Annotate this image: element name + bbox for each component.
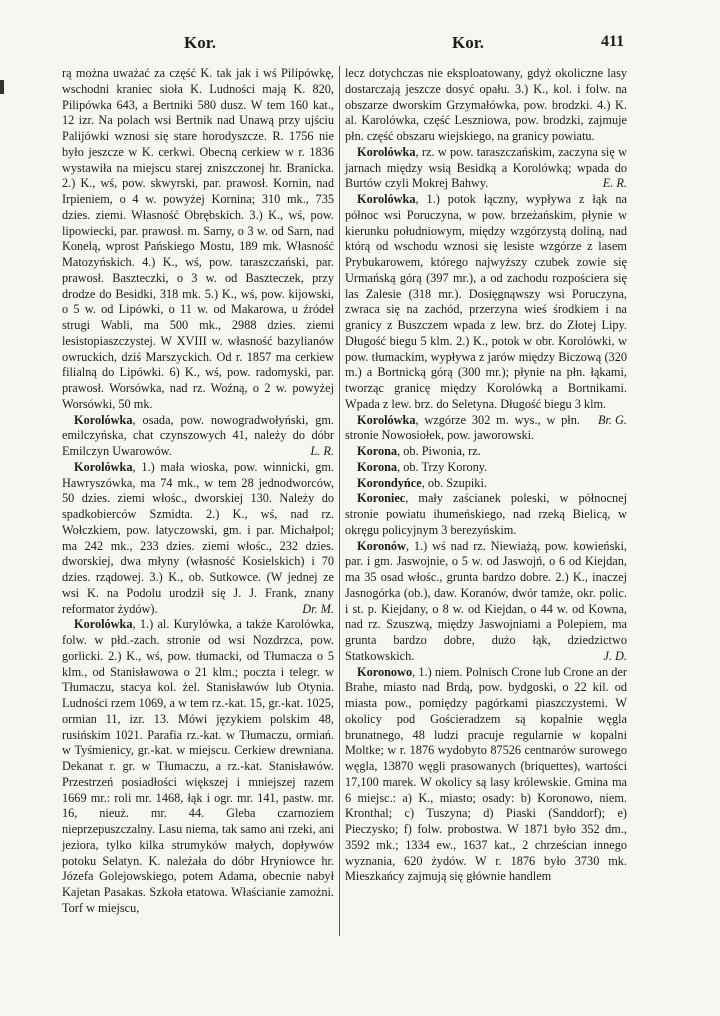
running-head-left: Kor. <box>184 33 216 52</box>
dictionary-entry <box>345 460 627 476</box>
entry-headword: Korolówka <box>74 459 133 474</box>
running-head-middle: Kor. <box>452 33 484 52</box>
dictionary-entry <box>345 444 627 460</box>
entry-text: rą można uważać za część K. tak jak i wś Pilipówkę, wschodni kraniec sioła K. Ludności mają K. 820, Pilipówka 643, a Bertniki 580 dusz. W tem 160 kat., 12 izr. Na polach wsi Bertnik nad Unawą przy ujściu Palijówki wznosi się stare horodyszcze. R. 1756 nie było jeszcze w K. cerkwi. Obecną cerkiew w r. 1836 wystawiła na miejscu starej zniszczonej hr. Branicka. 2.) K., wś, pow. skwyrski, par. prawosł. Kornin, nad Irpieniem, o 4 w. powyżej Kornina; 310 mk., 735 dzies. ziemi. Własność Obrębskich. 3.) K., wś, pow. lipowiecki, par. prawosł. m. Sarny, o 3 w. od Sarn, nad Konelą, wprost Pańskiego Mostu, 189 mk. Własność Matozyńskich. 4.) K., wś, pow. taraszczański, par. prawosł. Baszteczki, o 3 w. od Baszteczek, przy drodze do Besidki, 318 mk. 5.) K., wś, pow. kijowski, o 5 w. od Lipówki, o 11 w. od Makarowa, u źródeł strugi Wabli, ma 500 mk., 2988 dzies. ziemi lesistopiaszczystej. W XVIII w. własność bazylianów owruckich, dziś Marszyckich. Od r. 1857 ma cerkiew filialną do Lipówki. 6) K., wś, pow. radomyski, par. prawosł. Worsówka, nad rz. Woźną, o 2 w. powyżej Worsówki, 50 mk. <box>62 66 334 411</box>
entry-headword: Korolówka <box>357 192 416 206</box>
entry-signature: J. D. <box>603 648 627 663</box>
entry-headword: Korolówka <box>357 412 416 427</box>
entry-signature: L. R. <box>310 444 334 458</box>
entry-headword: Koroniec <box>357 491 406 506</box>
entry-headword: Korolówka <box>74 617 133 632</box>
dictionary-entry <box>345 192 627 427</box>
left-column <box>62 66 334 917</box>
entry-text: , ob. Szupiki. <box>421 475 487 490</box>
dictionary-entry <box>345 476 627 492</box>
entry-signature: Dr. M. <box>302 601 334 616</box>
entry-text: , rz. w pow. taraszczańskim, zaczyna się w jarnach między wsią Besidką a Korolówką; wpada do Burtów czyli Mokrej Bahwy. <box>345 144 627 191</box>
entry-headword: Korolówka <box>357 144 416 159</box>
entry-text: , ob. Trzy Korony. <box>397 459 488 474</box>
column-rule <box>339 66 340 936</box>
dictionary-entry <box>62 617 334 916</box>
entry-text: , 1.) wś nad rz. Niewiażą, pow. kowieński, par. i gm. Jaswojnie, o 5 w. od Jaswojń, o 6 od Kiejdan, ma 35 osad włośc., grunta bardzo dobre. 2.) K., inaczej Jasnogórka (ob.), daw. Koranów, dwór tamże, okr. polic. i st. p. Kiejdany, o 8 w. od Kiejdan, o 44 w. od Kowna, nad rz. Szuszwą, między Jaswojniami a Polepiem, ma grunta bardzo dobre, dużo łąk, dziedzictwo Statkowskich. <box>345 538 627 663</box>
dictionary-entry <box>62 460 334 618</box>
dictionary-entry <box>345 539 627 665</box>
dictionary-entry <box>62 413 334 460</box>
entry-text: , 1.) al. Kurylówka, a także Karolówka, folw. w płd.-zach. stronie od wsi Nozdrzca, pow. gorlicki. 2.) K., wś, pow. tłumacki, od Tłumacza o 5 klm., od Stanisławowa o 21 klm.; poczta i telegr. w Tłumaczu, stacya kol. żel. Stanisławów lub Otynia. Ludności rzem 1069, a w tem rz.-kat. 15, gr.-kat. 1025, ormian 11, izr. 13. Mówi językiem polskim 48, rusińskim 1021. Parafia rz.-kat. w Tłumaczu, ormiań. w Tyśmienicy, gr.-kat. w miejscu. Cerkiew drewniana. Dekanat r. gr. w Tłumaczu, a rz.-kat. Stanisławów. Przestrzeń posiadłości większej i mniejszej razem 1669 mr.: roli mr. 1468, łąk i ogr. mr. 141, pastw. mr. 16, nieuż. mr. 44. Gleba czarnoziem nieprzepuszczalny. Lasu niema, tak samo ani rzeki, ani jeziora, tylko kilka strumyków małych, dopływów potoku Selatyn. K. należała do dóbr Hryniowce hr. Józefa Golejowskiego, potem Adama, obecnie nabył Kajetan Pasakas. Szkoła etatowa. Właścianie zamożni. Torf w miejscu, <box>62 617 334 915</box>
dictionary-entry <box>345 66 627 145</box>
entry-text: , mały zaścianek poleski, w północnej stronie powiatu ihumeńskiego, nad rzeką Bielicą, w okręgu policyjnym 3 berezyńskim. <box>345 491 627 537</box>
entry-signature: Br. G. <box>597 412 627 427</box>
entry-signature: E. R. <box>602 176 627 191</box>
entry-headword: Koronów <box>357 538 406 553</box>
right-column <box>345 66 627 885</box>
entry-headword: Korona <box>357 459 398 474</box>
dictionary-entry <box>345 665 627 886</box>
entry-headword: Korondyńce <box>357 475 422 490</box>
entry-headword: Korolówka <box>74 412 133 427</box>
page-number: 411 <box>601 33 625 50</box>
entry-text: , osada, pow. nowogradwołyński, gm. emilczyńska, chat czynszowych 41, należy do dóbr Emilczyn Uwarowów. <box>62 412 334 458</box>
entry-headword: Koronowo <box>357 664 413 679</box>
dictionary-entry <box>62 66 334 413</box>
page-edge-mark <box>0 80 4 94</box>
dictionary-entry <box>345 145 627 192</box>
entry-text: , 1.) niem. Polnisch Crone lub Crone an der Brahe, miasto nad Brdą, pow. bydgoski, o 22 kil. od miasta pow., pomiędzy pagórkami piaszczystemi. W okolicy pod Gościeradzem są kopalnie węgla brunatnego, 48 ludzi pracuje regularnie w kopalni Moltke; w r. 1876 wydobyto 87526 centnarów surowego węgla, 13870 węgli prasowanych (briquettes), wartości 17,100 marek. W okolicy są lasy królewskie. Gmina ma 6 miejsc.: a) K., miasto; osady: b) Koronowo, niem. Kronthal; c) Tuszyna; d) Piaski (Sanddorf); e) Pieczysko; f) folw. probostwa. W 1871 było 352 dm., 3592 mk.; 1334 ew., 1637 kat., 2 chrześcian innego wyznania, 620 żydów. W r. 1876 było 3730 mk. Mieszkańcy zajmują się głównie handlem <box>345 664 627 884</box>
entry-text: , 1.) mała wioska, pow. winnicki, gm. Hawryszówka, ma 74 mk., w tem 28 jednodworców, 50 dzies. ziemi włośc., dworskiej 130. Należy do spadkobierców Szmidta. 2.) K., wś, nad rz. Wołczkiem, pow. latyczowski, gm. i par. Michałpol; ma 242 mk., 233 dzies. ziemi włośc., 232 dzies. dworskiej, dwa młyny (własność Kosielskich) i 70 dzies. rządowej. 3.) K., ob. Sutkowce. (W jednej ze wsi K. na Podolu urodził się J. J. Frank, znany reformator żydów). <box>62 459 334 616</box>
entry-text: lecz dotychczas nie eksploatowany, gdyż okoliczne lasy dostarczają jeszcze dosyć opału. 3.) K., kol. i folw. na obszarze dworskim Grzymałówka, pow. brodzki. 4.) K. al. Karolówka, część Leszniowa, pow. brodzki, zajmuje płn. część obszaru wiejskiego, na granicy powiatu. <box>345 66 627 143</box>
entry-text: , 1.) potok łączny, wypływa z łąk na północ wsi Poruczyna, w pow. brzeżańskim, płynie w kierunku południowym, między wzgórzystą doliną, nad którą od wschodu wznosi się lesiste wzgórze z lasem Prybukarowem, którego najwyższy czubek zowie się Urmańską górą (397 mr.), a od zachodu rozpościera się las Zalesie (318 mr.). Dosięgnąwszy wsi Poruczyna, zwraca się na zachód, przerzyna wieś środkiem i na granicy z Buszczem wpada z lew. brz. do Złotej Lipy. Długość biegu 5 klm. 2.) K., potok w obr. Korolówki, w pow. tłumackim, wypływa z jarów między Biczową (320 m.) a Bortnicką górą (300 mr.); płynie na płn. łąkami, tworząc granicę między Korolówką a Bortnikami. Wpada z lew. brz. do Seletyna. Długość biegu 3 klm. <box>345 192 627 411</box>
entry-text: , ob. Piwonia, rz. <box>397 444 481 458</box>
entry-text: , wzgórze 302 m. wys., w płn. stronie Nowosiołek, pow. jaworowski. <box>345 412 580 443</box>
entry-headword: Korona <box>357 444 398 458</box>
dictionary-entry <box>345 491 627 538</box>
